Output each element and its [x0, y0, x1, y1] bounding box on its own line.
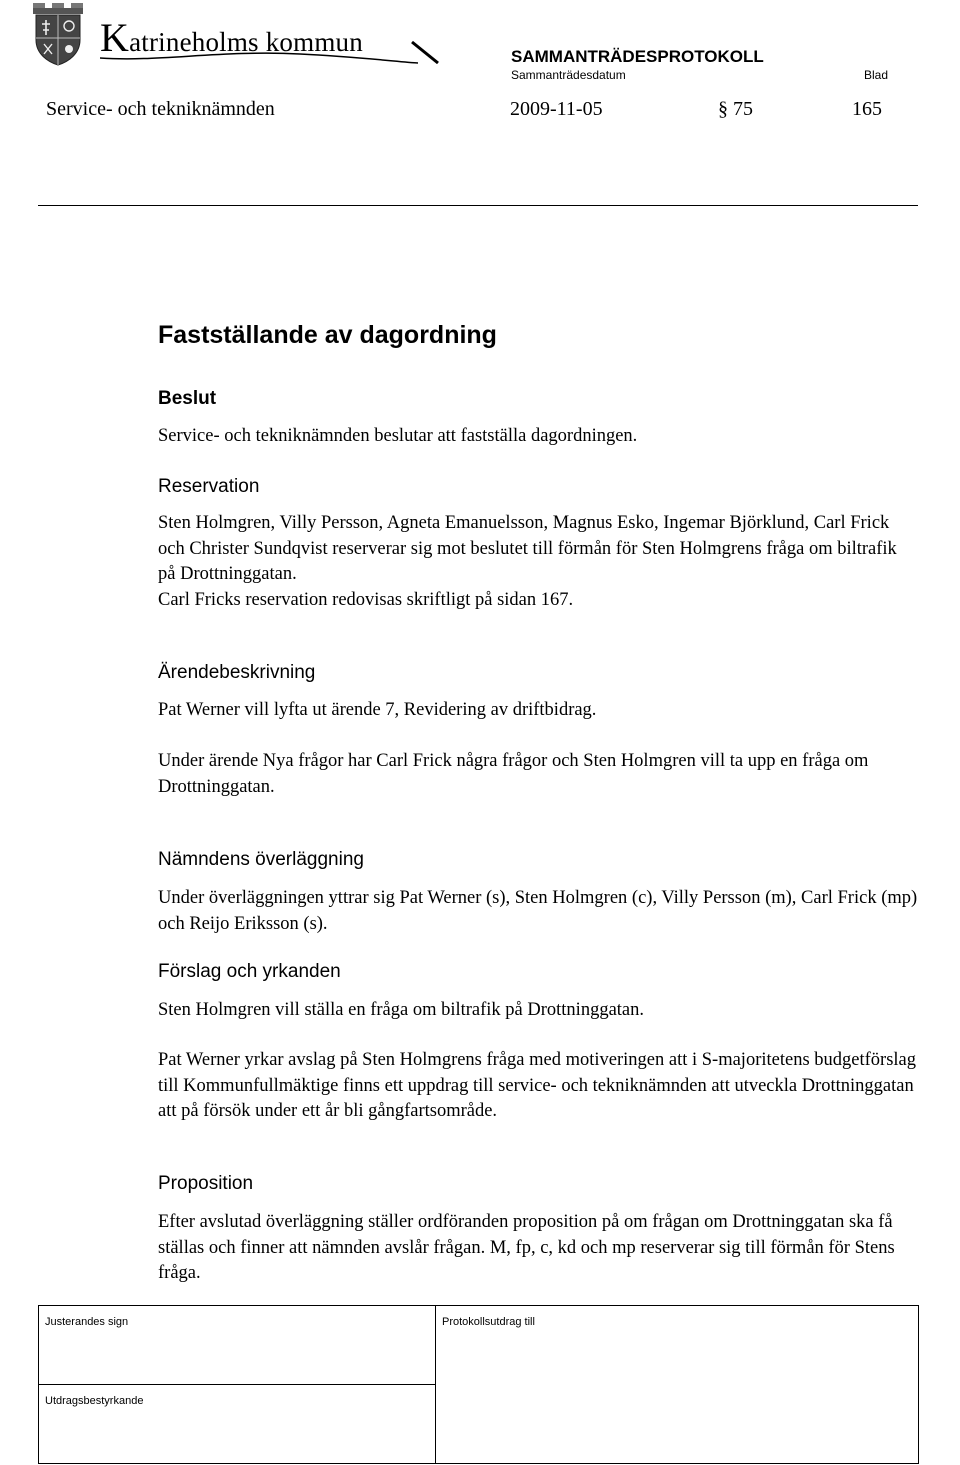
paragraph-number: 75 — [733, 98, 753, 120]
arende-text-2: Under ärende Nya frågor har Carl Frick några frågor och Sten Holmgren vill ta upp en fråga om Drottninggatan. — [158, 751, 869, 797]
brand-swoosh-icon — [100, 36, 440, 64]
meeting-date: 2009-11-05 — [510, 98, 603, 120]
forslag-heading: Förslag och yrkanden — [158, 961, 341, 982]
beslut-heading: Beslut — [158, 388, 217, 409]
reservation-text: Sten Holmgren, Villy Persson, Agneta Emanuelsson, Magnus Esko, Ingemar Björklund, Carl Frick och Christer Sundqvist reserverar sig mot beslutet till förmån för Sten Holmgrens fråga om biltrafik på Drottninggatan. — [158, 513, 897, 584]
page-title: Fastställande av dagordning — [158, 321, 497, 349]
meeting-date-label: Sammanträdesdatum — [511, 68, 626, 82]
overlaggning-heading: Nämndens överläggning — [158, 849, 364, 870]
protokollsutdrag-label: Protokollsutdrag till — [442, 1316, 535, 1328]
justerandes-sign-box[interactable] — [38, 1305, 436, 1385]
utdragsbestyrkande-box[interactable] — [38, 1384, 436, 1464]
protocol-title: SAMMANTRÄDESPROTOKOLL — [511, 47, 764, 66]
justerandes-sign-label: Justerandes sign — [45, 1316, 129, 1328]
reservation-heading: Reservation — [158, 476, 260, 497]
reservation-text-2: Carl Fricks reservation redovisas skriftligt på sidan 167. — [158, 590, 574, 610]
committee-name: Service- och tekniknämnden — [46, 98, 275, 120]
page-number: 165 — [852, 98, 882, 120]
overlaggning-text: Under överläggningen yttrar sig Pat Werner (s), Sten Holmgren (c), Villy Persson (m), Carl Frick (mp) och Reijo Eriksson (s). — [158, 888, 918, 934]
forslag-text-1: Sten Holmgren vill ställa en fråga om biltrafik på Drottninggatan. — [158, 1000, 645, 1020]
municipal-crest-icon — [32, 2, 84, 66]
header-divider — [38, 205, 918, 206]
utdragsbestyrkande-label: Utdragsbestyrkande — [45, 1395, 144, 1407]
brand-name: Katrineholms kommun — [100, 15, 363, 60]
paragraph-sign: § — [718, 98, 728, 120]
page-label: Blad — [864, 68, 889, 82]
arende-text-1: Pat Werner vill lyfta ut ärende 7, Revidering av driftbidrag. — [158, 700, 597, 720]
protokollsutdrag-box[interactable] — [435, 1305, 919, 1464]
proposition-heading: Proposition — [158, 1173, 254, 1194]
proposition-text: Efter avslutad överläggning ställer ordföranden proposition på om frågan om Drottninggatan ska få ställas och finner att nämnden avslår frågan. M, fp, c, kd och mp reserverar sig till förmån för Stens fråga. — [158, 1212, 895, 1283]
arende-heading: Ärendebeskrivning — [158, 662, 316, 683]
forslag-text-2: Pat Werner yrkar avslag på Sten Holmgrens fråga med motiveringen att i S-majoritetens budgetförslag till Kommunfullmäktige finns ett uppdrag till service- och tekniknämnden att utveckla Drottninggatan att på försök under ett år bli gångfartsområde. — [158, 1050, 916, 1121]
beslut-text: Service- och tekniknämnden beslutar att fastställa dagordningen. — [158, 426, 638, 446]
